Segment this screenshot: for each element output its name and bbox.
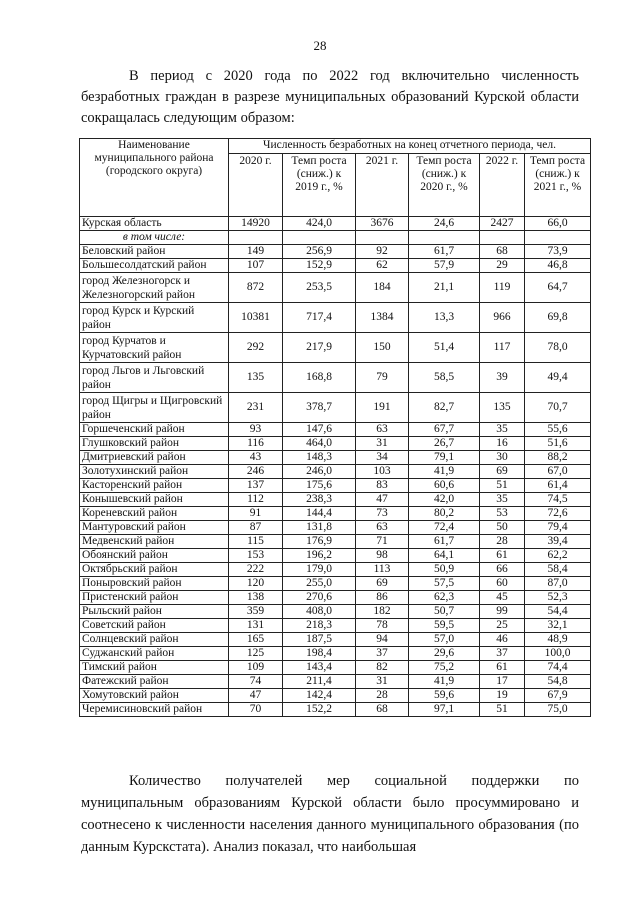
value-cell: 61,7 — [409, 245, 480, 259]
value-cell: 34 — [356, 451, 409, 465]
district-name-cell: Октябрьский район — [80, 563, 229, 577]
table-row — [80, 619, 591, 633]
district-name-cell: Тимский район — [80, 661, 229, 675]
district-name-cell: Фатежский район — [80, 675, 229, 689]
value-cell: 872 — [229, 273, 283, 303]
table-row — [80, 605, 591, 619]
value-cell: 92 — [356, 245, 409, 259]
value-cell: 184 — [356, 273, 409, 303]
value-cell: 150 — [356, 333, 409, 363]
value-cell: 70,7 — [525, 393, 591, 423]
value-cell: 62,3 — [409, 591, 480, 605]
district-name-cell: Конышевский район — [80, 493, 229, 507]
value-cell: 67,0 — [525, 465, 591, 479]
value-cell: 113 — [356, 563, 409, 577]
table-row — [80, 245, 591, 259]
value-cell: 256,9 — [283, 245, 356, 259]
district-name-cell: Черемисиновский район — [80, 703, 229, 717]
value-cell: 152,2 — [283, 703, 356, 717]
value-cell: 67,7 — [409, 423, 480, 437]
district-name-cell: город Курск и Курский район — [80, 303, 229, 333]
value-cell: 41,9 — [409, 675, 480, 689]
table-row — [80, 363, 591, 393]
value-cell: 75,0 — [525, 703, 591, 717]
value-cell: 13,3 — [409, 303, 480, 333]
table-row — [80, 563, 591, 577]
value-cell: 99 — [480, 605, 525, 619]
value-cell: 131 — [229, 619, 283, 633]
district-name-cell: город Щигры и Щигровский район — [80, 393, 229, 423]
value-cell: 51 — [480, 703, 525, 717]
value-cell: 52,3 — [525, 591, 591, 605]
value-cell: 28 — [356, 689, 409, 703]
value-cell: 93 — [229, 423, 283, 437]
value-cell: 69 — [356, 577, 409, 591]
value-cell: 63 — [356, 423, 409, 437]
value-cell: 51 — [480, 479, 525, 493]
value-cell: 46 — [480, 633, 525, 647]
value-cell: 168,8 — [283, 363, 356, 393]
value-cell: 68 — [356, 703, 409, 717]
table-row — [80, 303, 591, 333]
value-cell: 165 — [229, 633, 283, 647]
value-cell: 69,8 — [525, 303, 591, 333]
value-cell: 116 — [229, 437, 283, 451]
district-name-cell: город Железногорск и Железногорский район — [80, 273, 229, 303]
value-cell: 54,8 — [525, 675, 591, 689]
value-cell: 97,1 — [409, 703, 480, 717]
district-name-cell: город Курчатов и Курчатовский район — [80, 333, 229, 363]
value-cell: 70 — [229, 703, 283, 717]
value-cell: 61 — [480, 661, 525, 675]
column-header: 2021 г. — [356, 154, 409, 217]
value-cell: 464,0 — [283, 437, 356, 451]
value-cell: 35 — [480, 493, 525, 507]
value-cell: 57,5 — [409, 577, 480, 591]
value-cell: 292 — [229, 333, 283, 363]
value-cell: 148,3 — [283, 451, 356, 465]
table-row — [80, 437, 591, 451]
column-header-name: Наименование муниципального района (городского округа) — [80, 139, 229, 217]
district-name-cell: Касторенский район — [80, 479, 229, 493]
value-cell: 53 — [480, 507, 525, 521]
value-cell: 147,6 — [283, 423, 356, 437]
value-cell: 88,2 — [525, 451, 591, 465]
value-cell: 107 — [229, 259, 283, 273]
table-row — [80, 577, 591, 591]
value-cell: 74,4 — [525, 661, 591, 675]
value-cell: 79 — [356, 363, 409, 393]
table-row — [80, 703, 591, 717]
value-cell: 86 — [356, 591, 409, 605]
district-name-cell: Горшеченский район — [80, 423, 229, 437]
value-cell: 71 — [356, 535, 409, 549]
value-cell: 31 — [356, 437, 409, 451]
empty-cell — [283, 231, 356, 245]
value-cell: 270,6 — [283, 591, 356, 605]
closing-paragraph: Количество получателей мер социальной поддержки по муниципальным образованиям Курской области было просуммировано и соотнесено к численности населения данного муниципального образования (по данным Курскстата). Анализ показал, что наибольшая — [81, 773, 579, 855]
value-cell: 62 — [356, 259, 409, 273]
value-cell: 64,7 — [525, 273, 591, 303]
value-cell: 149 — [229, 245, 283, 259]
value-cell: 182 — [356, 605, 409, 619]
value-cell: 50 — [480, 521, 525, 535]
value-cell: 39 — [480, 363, 525, 393]
table-row — [80, 507, 591, 521]
value-cell: 50,9 — [409, 563, 480, 577]
value-cell: 87,0 — [525, 577, 591, 591]
value-cell: 120 — [229, 577, 283, 591]
value-cell: 94 — [356, 633, 409, 647]
value-cell: 69 — [480, 465, 525, 479]
value-cell: 58,5 — [409, 363, 480, 393]
value-cell: 218,3 — [283, 619, 356, 633]
value-cell: 49,4 — [525, 363, 591, 393]
table-row — [80, 661, 591, 675]
value-cell: 176,9 — [283, 535, 356, 549]
value-cell: 246 — [229, 465, 283, 479]
district-name-cell: Медвенский район — [80, 535, 229, 549]
value-cell: 131,8 — [283, 521, 356, 535]
table-row — [80, 217, 591, 231]
value-cell: 28 — [480, 535, 525, 549]
value-cell: 87 — [229, 521, 283, 535]
column-header: 2022 г. — [480, 154, 525, 217]
table-row — [80, 259, 591, 273]
value-cell: 82 — [356, 661, 409, 675]
page-number: 28 — [313, 38, 327, 53]
column-header: Темп роста (сниж.) к 2021 г., % — [525, 154, 591, 217]
table-row — [80, 333, 591, 363]
value-cell: 142,4 — [283, 689, 356, 703]
value-cell: 378,7 — [283, 393, 356, 423]
table-header-row — [80, 139, 591, 154]
value-cell: 29,6 — [409, 647, 480, 661]
column-header: Темп роста (сниж.) к 2019 г., % — [283, 154, 356, 217]
value-cell: 2427 — [480, 217, 525, 231]
district-name-cell: Глушковский район — [80, 437, 229, 451]
value-cell: 135 — [229, 363, 283, 393]
table-row — [80, 273, 591, 303]
unemployment-table — [79, 138, 591, 717]
value-cell: 153 — [229, 549, 283, 563]
district-name-cell: Дмитриевский район — [80, 451, 229, 465]
table-row — [80, 479, 591, 493]
district-name-cell: город Льгов и Льговский район — [80, 363, 229, 393]
value-cell: 231 — [229, 393, 283, 423]
value-cell: 138 — [229, 591, 283, 605]
value-cell: 26,7 — [409, 437, 480, 451]
value-cell: 3676 — [356, 217, 409, 231]
value-cell: 29 — [480, 259, 525, 273]
value-cell: 408,0 — [283, 605, 356, 619]
value-cell: 103 — [356, 465, 409, 479]
value-cell: 10381 — [229, 303, 283, 333]
table-row — [80, 465, 591, 479]
value-cell: 60,6 — [409, 479, 480, 493]
value-cell: 21,1 — [409, 273, 480, 303]
value-cell: 19 — [480, 689, 525, 703]
value-cell: 58,4 — [525, 563, 591, 577]
value-cell: 75,2 — [409, 661, 480, 675]
value-cell: 211,4 — [283, 675, 356, 689]
empty-cell — [480, 231, 525, 245]
value-cell: 137 — [229, 479, 283, 493]
district-name-cell: Беловский район — [80, 245, 229, 259]
value-cell: 66 — [480, 563, 525, 577]
value-cell: 51,4 — [409, 333, 480, 363]
district-name-cell: Пристенский район — [80, 591, 229, 605]
column-header: Темп роста (сниж.) к 2020 г., % — [409, 154, 480, 217]
value-cell: 14920 — [229, 217, 283, 231]
value-cell: 64,1 — [409, 549, 480, 563]
value-cell: 47 — [229, 689, 283, 703]
value-cell: 62,2 — [525, 549, 591, 563]
district-name-cell: Кореневский район — [80, 507, 229, 521]
value-cell: 196,2 — [283, 549, 356, 563]
value-cell: 30 — [480, 451, 525, 465]
district-name-cell: Суджанский район — [80, 647, 229, 661]
value-cell: 78,0 — [525, 333, 591, 363]
value-cell: 80,2 — [409, 507, 480, 521]
value-cell: 50,7 — [409, 605, 480, 619]
value-cell: 144,4 — [283, 507, 356, 521]
district-name-cell: Поныровский район — [80, 577, 229, 591]
value-cell: 222 — [229, 563, 283, 577]
value-cell: 238,3 — [283, 493, 356, 507]
value-cell: 83 — [356, 479, 409, 493]
value-cell: 717,4 — [283, 303, 356, 333]
value-cell: 46,8 — [525, 259, 591, 273]
value-cell: 125 — [229, 647, 283, 661]
value-cell: 79,1 — [409, 451, 480, 465]
value-cell: 42,0 — [409, 493, 480, 507]
table-row — [80, 521, 591, 535]
value-cell: 67,9 — [525, 689, 591, 703]
subheader-cell: в том числе: — [80, 231, 229, 245]
value-cell: 63 — [356, 521, 409, 535]
table-row — [80, 535, 591, 549]
value-cell: 55,6 — [525, 423, 591, 437]
value-cell: 253,5 — [283, 273, 356, 303]
empty-cell — [525, 231, 591, 245]
value-cell: 73,9 — [525, 245, 591, 259]
table-row — [80, 591, 591, 605]
value-cell: 74,5 — [525, 493, 591, 507]
value-cell: 51,6 — [525, 437, 591, 451]
value-cell: 43 — [229, 451, 283, 465]
table-row — [80, 393, 591, 423]
value-cell: 61,7 — [409, 535, 480, 549]
table-row — [80, 549, 591, 563]
value-cell: 115 — [229, 535, 283, 549]
district-name-cell: Курская область — [80, 217, 229, 231]
value-cell: 109 — [229, 661, 283, 675]
empty-cell — [356, 231, 409, 245]
value-cell: 187,5 — [283, 633, 356, 647]
district-name-cell: Мантуровский район — [80, 521, 229, 535]
value-cell: 78 — [356, 619, 409, 633]
value-cell: 54,4 — [525, 605, 591, 619]
value-cell: 179,0 — [283, 563, 356, 577]
value-cell: 359 — [229, 605, 283, 619]
value-cell: 117 — [480, 333, 525, 363]
value-cell: 424,0 — [283, 217, 356, 231]
table-row — [80, 493, 591, 507]
value-cell: 37 — [356, 647, 409, 661]
value-cell: 119 — [480, 273, 525, 303]
value-cell: 57,9 — [409, 259, 480, 273]
value-cell: 152,9 — [283, 259, 356, 273]
district-name-cell: Обоянский район — [80, 549, 229, 563]
value-cell: 198,4 — [283, 647, 356, 661]
table-row — [80, 633, 591, 647]
value-cell: 60 — [480, 577, 525, 591]
value-cell: 37 — [480, 647, 525, 661]
value-cell: 72,6 — [525, 507, 591, 521]
value-cell: 41,9 — [409, 465, 480, 479]
value-cell: 66,0 — [525, 217, 591, 231]
table-row — [80, 675, 591, 689]
district-name-cell: Большесолдатский район — [80, 259, 229, 273]
value-cell: 61 — [480, 549, 525, 563]
value-cell: 57,0 — [409, 633, 480, 647]
table-row — [80, 423, 591, 437]
value-cell: 45 — [480, 591, 525, 605]
value-cell: 35 — [480, 423, 525, 437]
value-cell: 68 — [480, 245, 525, 259]
value-cell: 73 — [356, 507, 409, 521]
value-cell: 91 — [229, 507, 283, 521]
value-cell: 47 — [356, 493, 409, 507]
value-cell: 1384 — [356, 303, 409, 333]
table-row — [80, 451, 591, 465]
value-cell: 100,0 — [525, 647, 591, 661]
column-group-header: Численность безработных на конец отчетного периода, чел. — [229, 139, 591, 154]
value-cell: 25 — [480, 619, 525, 633]
value-cell: 32,1 — [525, 619, 591, 633]
district-name-cell: Советский район — [80, 619, 229, 633]
value-cell: 24,6 — [409, 217, 480, 231]
district-name-cell: Рыльский район — [80, 605, 229, 619]
intro-paragraph: В период с 2020 года по 2022 год включительно численность безработных граждан в разрезе муниципальных образований Курской области сокращалась следующим образом: — [81, 68, 579, 126]
district-name-cell: Солнцевский район — [80, 633, 229, 647]
value-cell: 61,4 — [525, 479, 591, 493]
value-cell: 246,0 — [283, 465, 356, 479]
value-cell: 175,6 — [283, 479, 356, 493]
value-cell: 31 — [356, 675, 409, 689]
value-cell: 98 — [356, 549, 409, 563]
value-cell: 112 — [229, 493, 283, 507]
value-cell: 74 — [229, 675, 283, 689]
table-row — [80, 647, 591, 661]
value-cell: 191 — [356, 393, 409, 423]
empty-cell — [229, 231, 283, 245]
value-cell: 48,9 — [525, 633, 591, 647]
value-cell: 59,5 — [409, 619, 480, 633]
value-cell: 966 — [480, 303, 525, 333]
value-cell: 82,7 — [409, 393, 480, 423]
value-cell: 59,6 — [409, 689, 480, 703]
value-cell: 79,4 — [525, 521, 591, 535]
district-name-cell: Золотухинский район — [80, 465, 229, 479]
value-cell: 39,4 — [525, 535, 591, 549]
district-name-cell: Хомутовский район — [80, 689, 229, 703]
value-cell: 217,9 — [283, 333, 356, 363]
value-cell: 17 — [480, 675, 525, 689]
value-cell: 16 — [480, 437, 525, 451]
table-row — [80, 689, 591, 703]
empty-cell — [409, 231, 480, 245]
table-subheader-row — [80, 231, 591, 245]
column-header: 2020 г. — [229, 154, 283, 217]
value-cell: 143,4 — [283, 661, 356, 675]
value-cell: 255,0 — [283, 577, 356, 591]
value-cell: 72,4 — [409, 521, 480, 535]
value-cell: 135 — [480, 393, 525, 423]
